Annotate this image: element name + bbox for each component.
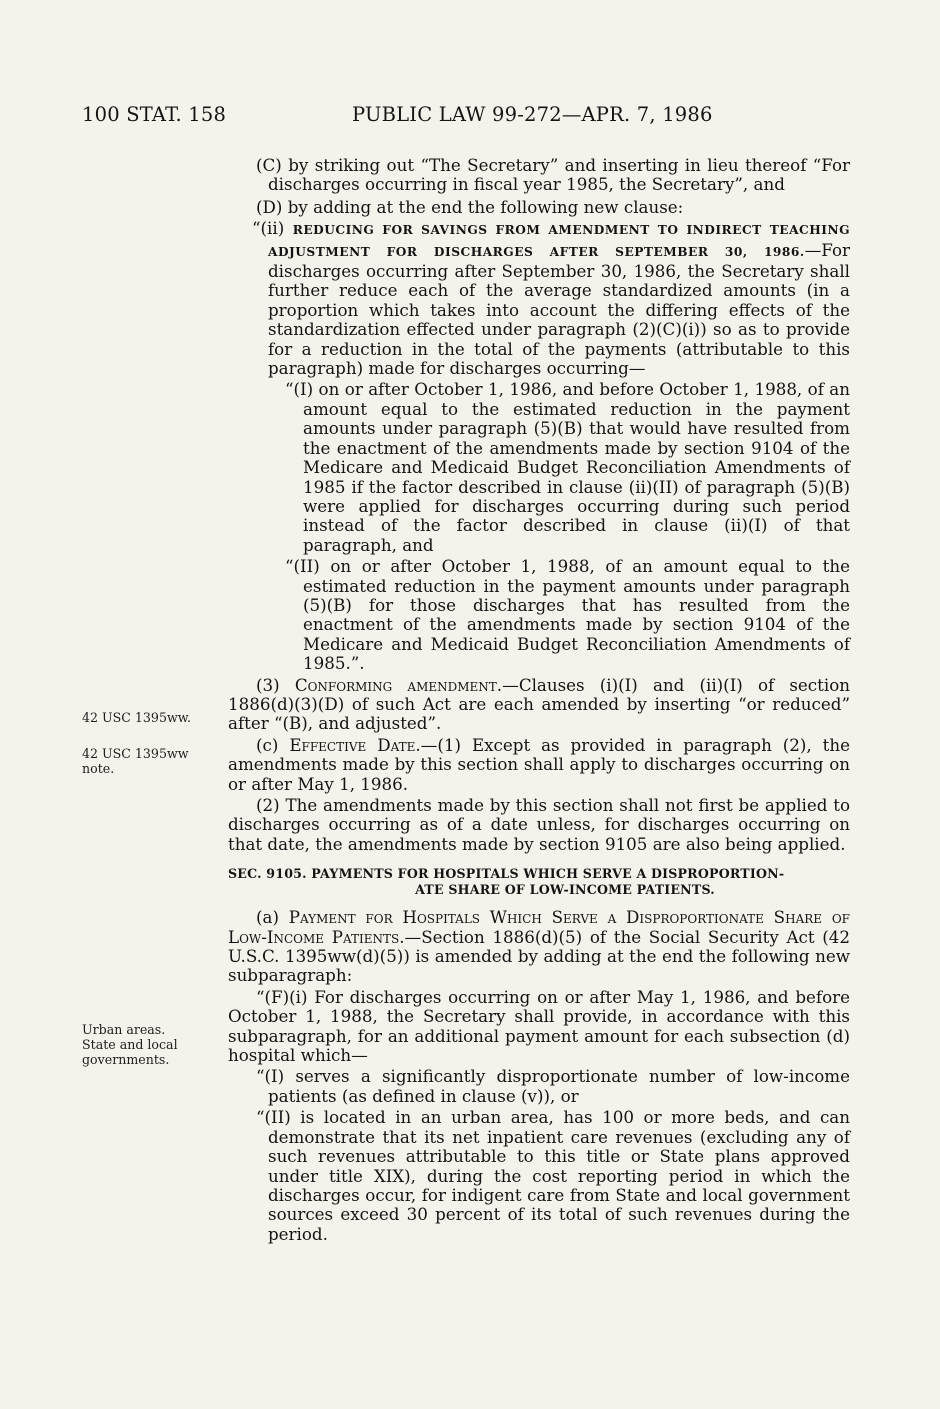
subsection-a-text: —Section 1886(d)(5) of the Social Security Act (42 U.S.C. 1395ww(d)(5)) is amended by adding at the end the following new subparagraph: bbox=[228, 926, 850, 986]
paragraph-3-number: (3) bbox=[256, 674, 295, 695]
document-body bbox=[228, 156, 850, 1244]
paragraph-3 bbox=[228, 676, 850, 734]
subsection-c-heading: Effective Date. bbox=[289, 734, 421, 755]
section-heading-line1: SEC. 9105. PAYMENTS FOR HOSPITALS WHICH SERVE A DISPROPORTION- bbox=[228, 866, 785, 882]
clause-ii bbox=[228, 219, 850, 378]
subparagraph-F-II: “(II) is located in an urban area, has 100 or more beds, and can demonstrate that its net inpatient care revenues (excluding any of such revenues attributable to this title or State plans approved under title XIX), during the cost reporting period in which the discharges occur, for indigent care from State and local government sources exceed 30 percent of its total of such revenues during the period. bbox=[256, 1107, 850, 1244]
paragraph-c: (C) by striking out “The Secretary” and inserting in lieu thereof “For discharges occurring in fiscal year 1985, the Secretary”, and bbox=[256, 155, 850, 195]
subsection-a-heading: Payment for Hospitals Which Serve a Disproportionate Share of Low-Income Patients. bbox=[228, 907, 850, 947]
margin-note-usc-note: 42 USC 1395ww note. bbox=[82, 746, 189, 776]
margin-note-urban-areas: Urban areas. State and local governments. bbox=[82, 1022, 178, 1067]
running-head: PUBLIC LAW 99-272—APR. 7, 1986 bbox=[352, 103, 713, 126]
subsection-c-text: —(1) Except as provided in paragraph (2), the amendments made by this section shall apply to discharges occurring on or after May 1, 1986. bbox=[228, 734, 850, 794]
clause-ii-number: “(ii) bbox=[252, 218, 293, 239]
clause-ii-heading: REDUCING FOR SAVINGS FROM AMENDMENT TO INDIRECT TEACHING ADJUSTMENT FOR DISCHARGES AFTER SEPTEMBER 30, 1986. bbox=[268, 223, 850, 259]
subclause-I: “(I) on or after October 1, 1986, and before October 1, 1988, of an amount equal to the estimated reduction in the payment amounts under paragraph (5)(B) that would have resulted from the enactment of the amendments made by section 9104 of the Medicare and Medicaid Budget Reconciliation Amendments of 1985 if the factor described in clause (ii)(II) of paragraph (5)(B) were applied for discharges occurring during such period instead of the factor described in clause (ii)(I) of that paragraph, and bbox=[285, 379, 850, 555]
paragraph-3-text: —Clauses (i)(I) and (ii)(I) of section 1886(d)(3)(D) of such Act are each amended by inserting “or reduced” after “(B), and adjusted”. bbox=[228, 674, 850, 734]
paragraph-3-heading: Conforming amendment. bbox=[294, 674, 503, 695]
subsection-c bbox=[228, 736, 850, 794]
subsection-a bbox=[228, 908, 850, 986]
clause-ii-text: —For discharges occurring after September 30, 1986, the Secretary shall further reduce each of the average standardized amounts (in a proportion which takes into account the differing effects of the standardization effected under paragraph (2)(C)(i)) so as to provide for a reduction in the total of the payments (attributable to this paragraph) made for discharges occurring— bbox=[268, 239, 850, 379]
subclause-II: “(II) on or after October 1, 1988, of an amount equal to the estimated reduction in the payment amounts under paragraph (5)(B) for those discharges that has resulted from the enactment of the amendments made by section 9104 of the Medicare and Medicaid Budget Reconciliation Amendments of 1985.”. bbox=[285, 556, 850, 674]
stat-page-number: 100 STAT. 158 bbox=[82, 103, 227, 126]
section-heading bbox=[228, 866, 850, 898]
paragraph-2: (2) The amendments made by this section shall not first be applied to discharges occurring as of a date unless, for discharges occurring on that date, the amendments made by section 9105 are also being applied. bbox=[228, 795, 850, 854]
subparagraph-F: “(F)(i) For discharges occurring on or after May 1, 1986, and before October 1, 1988, the Secretary shall provide, in accordance with this subparagraph, for an additional payment amount for each subsection (d) hospital which— bbox=[228, 986, 850, 1066]
subsection-c-number: (c) bbox=[256, 734, 290, 755]
subsection-a-number: (a) bbox=[256, 907, 289, 928]
paragraph-d: (D) by adding at the end the following new clause: bbox=[256, 196, 684, 217]
section-heading-line2: ATE SHARE OF LOW-INCOME PATIENTS. bbox=[415, 882, 715, 898]
margin-note-usc: 42 USC 1395ww. bbox=[82, 710, 192, 725]
subparagraph-F-I: “(I) serves a significantly disproportionate number of low-income patients (as defined in clause (v)), or bbox=[256, 1066, 850, 1106]
